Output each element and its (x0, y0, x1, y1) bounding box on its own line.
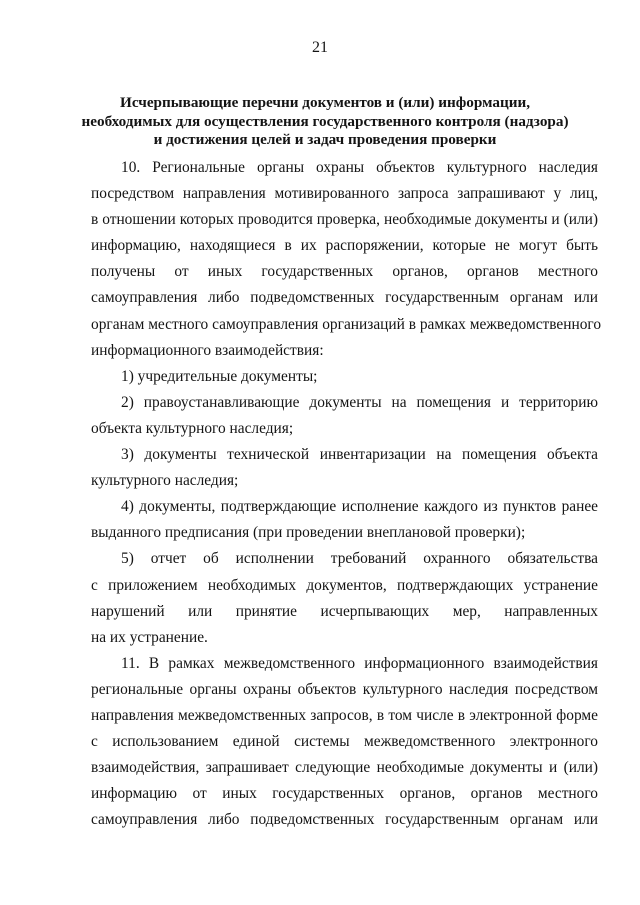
text-line: 1) учредительные документы; (121, 367, 318, 385)
title-line: необходимых для осуществления государственного контроля (надзора) (81, 112, 569, 130)
text-line: информационного взаимодействия: (91, 341, 324, 359)
paragraph (91, 546, 598, 650)
text-line: культурного наследия; (91, 472, 239, 490)
text-line: 4) документы, подтверждающие исполнение каждого из пунктов ранее (121, 498, 598, 516)
text-line: с приложением необходимых документов, подтверждающих устранение (91, 576, 598, 594)
text-line: нарушений или принятие исчерпывающих мер, направленных (91, 602, 598, 620)
paragraph (91, 155, 602, 364)
title-line: и достижения целей и задач проведения проверки (153, 131, 497, 148)
document-body (91, 155, 602, 833)
text-line: информацию, находящиеся в их распоряжении, которые не могут быть (91, 237, 598, 255)
text-line: получены от иных государственных органов, органов местного (91, 263, 598, 281)
paragraph (91, 364, 598, 390)
text-line: самоуправления либо подведомственных государственным органам или (91, 289, 598, 307)
text-line: с использованием единой системы межведомственного электронного (91, 733, 598, 751)
text-line: информацию от иных государственных органов, органов местного (91, 785, 598, 803)
title-line: Исчерпывающие перечни документов и (или) информации, (120, 94, 530, 111)
text-line: на их устранение. (91, 628, 208, 646)
text-line: региональные органы охраны объектов культурного наследия посредством (91, 680, 598, 698)
text-line: в отношении которых проводится проверка, необходимые документы и (или) (91, 211, 598, 229)
text-line: взаимодействия, запрашивает следующие необходимые документы и (или) (91, 759, 598, 777)
text-line: объекта культурного наследия; (91, 419, 294, 437)
section-title (80, 94, 570, 150)
text-line: 5) отчет об исполнении требований охранного обязательства (121, 550, 598, 568)
text-line: 11. В рамках межведомственного информационного взаимодействия (121, 654, 598, 672)
paragraph (91, 442, 598, 494)
text-line: органам местного самоуправления организаций в рамках межведомственного (91, 315, 602, 333)
paragraph (91, 494, 598, 546)
page-number: 21 (312, 39, 328, 56)
text-line: направления межведомственных запросов, в том числе в электронной форме (91, 706, 598, 724)
text-line: 2) правоустанавливающие документы на помещения и территорию (121, 393, 598, 411)
text-line: выданного предписания (при проведении внеплановой проверки); (91, 524, 526, 542)
paragraph (91, 651, 598, 834)
text-line: посредством направления мотивированного запроса запрашивают у лиц, (91, 185, 598, 203)
text-line: 10. Региональные органы охраны объектов культурного наследия (121, 159, 598, 176)
paragraph (91, 390, 598, 442)
text-line: 3) документы технической инвентаризации на помещения объекта (121, 446, 598, 464)
text-line: самоуправления либо подведомственных государственным органам или (91, 811, 598, 829)
